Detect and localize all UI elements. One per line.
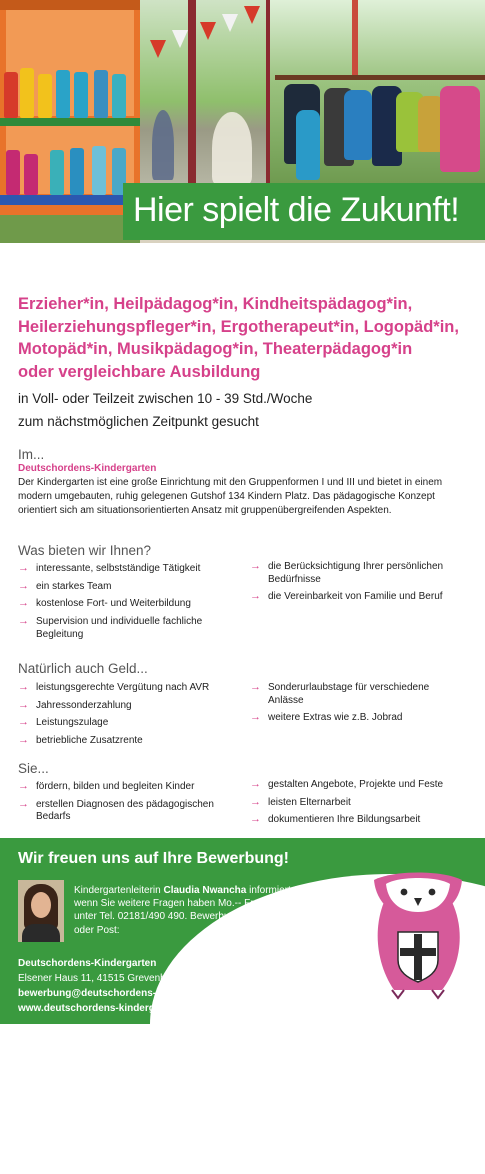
shoe-shelf: [0, 0, 140, 215]
org-name: Deutschordens-Kindergarten: [18, 463, 157, 474]
money-list-right: [250, 682, 450, 730]
contact-photo: [18, 880, 64, 942]
website-link[interactable]: www.deutschordens-kindergarten.de: [18, 1003, 194, 1014]
arrow-icon: →: [18, 780, 29, 792]
list-item: → Supervision und individuelle fachliche Begleitung: [18, 615, 203, 640]
positions-line: Motopäd*in, Musikpädagog*in, Theaterpädagog*in: [18, 340, 413, 358]
contact-name: Claudia Nwancha: [163, 885, 247, 896]
you-list-left: [18, 781, 228, 829]
contact-role: Kindergartenleiterin: [74, 885, 161, 896]
arrow-icon: →: [250, 590, 261, 603]
footer-heading: Wir freuen uns auf Ihre Bewerbung!: [18, 850, 289, 867]
arrow-icon: →: [18, 797, 29, 810]
list-item: → Jahressonderzahlung: [18, 698, 132, 711]
hero-photo: [0, 0, 485, 243]
arrow-icon: →: [250, 795, 261, 808]
list-item: → ein starkes Team: [18, 579, 112, 592]
list-item: → weitere Extras wie z.B. Jobrad: [250, 711, 403, 724]
arrow-icon: →: [18, 579, 29, 592]
intro-heading: Im...: [18, 447, 45, 462]
you-heading: Sie...: [18, 761, 49, 776]
list-item: → gestalten Angebote, Projekte und Feste: [250, 778, 444, 790]
arrow-icon: →: [18, 681, 29, 693]
footer-address: Elsener Haus 11, 41515 Grevenbroich: [18, 973, 188, 984]
hours-text: in Voll- oder Teilzeit zwischen 10 - 39 Std./Woche: [18, 391, 313, 406]
arrow-icon: →: [18, 562, 29, 574]
arrow-icon: →: [18, 615, 29, 628]
address-block: [18, 956, 338, 1016]
arrow-icon: →: [18, 716, 29, 729]
intro-text: Der Kindergarten ist eine große Einrichtung mit den Gruppenformen I und III und bietet in einem modern umgebauten, ruhig gelegenen Gutshof 134 Kindern Platz. Das pädagogische Konzept orientiert sich am situationsorientierten Ansatz mit gruppenübergreifenden Aspekten.: [18, 477, 443, 516]
positions-list: [18, 293, 473, 383]
arrow-icon: →: [18, 597, 29, 610]
positions-line: Erzieher*in, Heilpädagog*in, Kindheitspädagog*in,: [18, 295, 413, 313]
money-heading: Natürlich auch Geld...: [18, 661, 148, 676]
you-list-right: [250, 779, 470, 832]
positions-line: Heilerziehungspfleger*in, Ergotherapeut*in, Logopäd*in,: [18, 317, 459, 336]
arrow-icon: →: [18, 734, 29, 747]
footer-org: Deutschordens-Kindergarten: [18, 958, 157, 969]
arrow-icon: →: [250, 681, 261, 693]
money-list-left: [18, 682, 238, 753]
list-item: → Sonderurlaubstage für verschiedene Anlässe: [250, 681, 430, 706]
contact-details: informiert Sie gerne, wenn Sie weitere Fragen haben Mo.-- Fr. 8.30 - 15.30 Uhr unter Tel. 02181/490 490. Bewerbungen gerne per email oder Post:: [74, 885, 340, 936]
offer-heading: Was bieten wir Ihnen?: [18, 543, 152, 558]
list-item: → fördern, bilden und begleiten Kinder: [18, 780, 195, 792]
list-item: → kostenlose Fort- und Weiterbildung: [18, 597, 191, 610]
arrow-icon: →: [250, 778, 261, 790]
offer-list-left: [18, 563, 238, 646]
positions-line: oder vergleichbare Ausbildung: [18, 362, 261, 381]
list-item: → leistungsgerechte Vergütung nach AVR: [18, 681, 210, 693]
email-link[interactable]: bewerbung@deutschordens-kindergarten.de: [18, 988, 232, 999]
arrow-icon: →: [250, 711, 261, 724]
list-item: → interessante, selbstständige Tätigkeit: [18, 562, 201, 574]
list-item: → die Berücksichtigung Ihrer persönlichen Bedürfnisse: [250, 560, 444, 585]
owl-logo-icon: [364, 862, 472, 1002]
list-item: → Leistungszulage: [18, 716, 109, 729]
list-item: → die Vereinbarkeit von Familie und Beruf: [250, 590, 443, 603]
list-item: → betriebliche Zusatzrente: [18, 734, 143, 747]
arrow-icon: →: [18, 698, 29, 711]
list-item: → leisten Elternarbeit: [250, 795, 351, 808]
offer-list-right: [250, 561, 470, 609]
contact-text: [74, 884, 344, 937]
hero-banner: [123, 183, 485, 240]
arrow-icon: →: [250, 560, 261, 572]
start-text: zum nächstmöglichen Zeitpunkt gesucht: [18, 414, 259, 429]
list-item: → dokumentieren Ihre Bildungsarbeit: [250, 813, 421, 826]
list-item: → erstellen Diagnosen des pädagogischen Bedarfs: [18, 797, 214, 823]
arrow-icon: →: [250, 813, 261, 826]
hero-title: Hier spielt die Zukunft!: [133, 191, 460, 229]
